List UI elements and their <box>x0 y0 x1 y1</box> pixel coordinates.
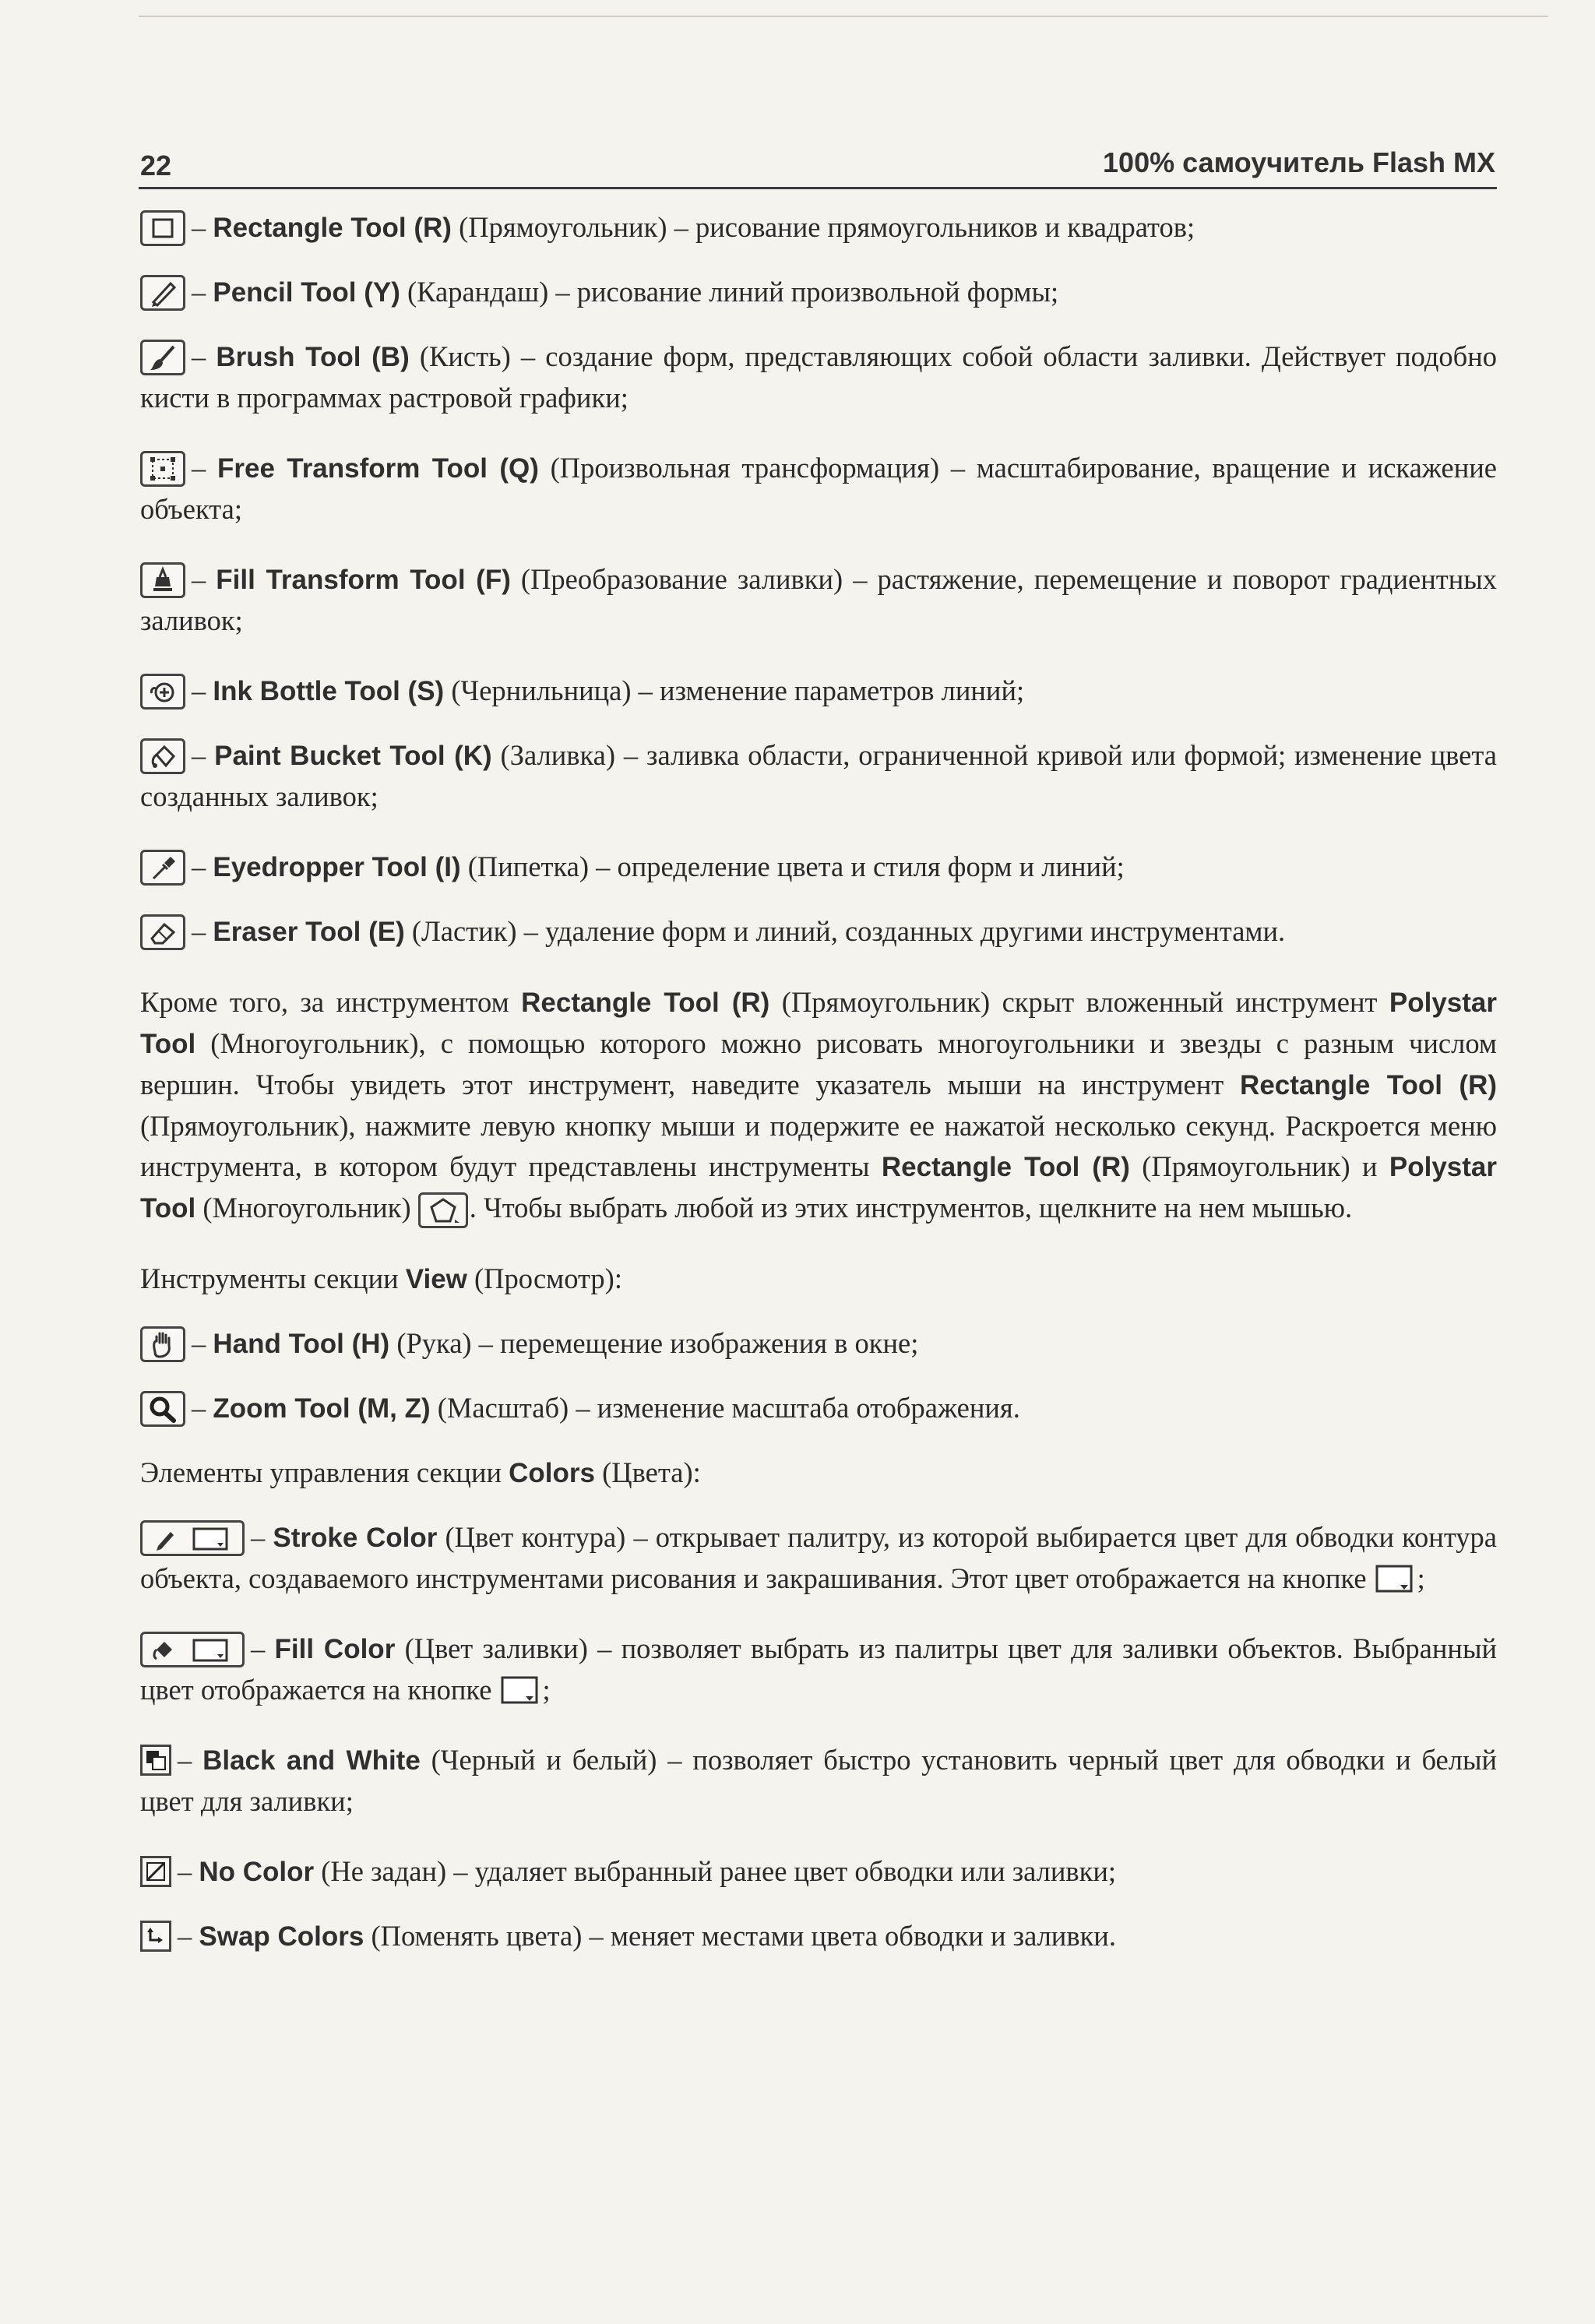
text-run: Элементы управления секции <box>140 1456 509 1488</box>
dash: – <box>192 340 217 372</box>
fill-transform-tool-icon <box>140 562 185 598</box>
list-item <box>140 1388 1497 1429</box>
tool-description: (Карандаш) – рисование линий произвольной формы; <box>400 276 1059 308</box>
dash: – <box>192 915 213 947</box>
paint-bucket-tool-icon <box>140 738 185 774</box>
fill-color-control-icon <box>140 1632 245 1667</box>
tool-name: Pencil Tool (Y) <box>213 277 400 308</box>
swap-colors-icon <box>140 1921 171 1952</box>
list-item <box>140 847 1497 888</box>
tool-name: Rectangle Tool (R) <box>521 988 770 1018</box>
stroke-color-control-icon <box>140 1520 245 1556</box>
stroke-swatch-icon <box>1374 1563 1417 1596</box>
tool-name: Brush Tool (B) <box>216 342 410 372</box>
list-item <box>140 1851 1497 1893</box>
section-name: Colors <box>509 1458 596 1488</box>
tool-description: (Поменять цвета) – меняет местами цвета обводки и заливки. <box>364 1920 1116 1952</box>
dash: – <box>192 452 217 484</box>
tool-description: (Кисть) – создание форм, представляющих собой области заливки. Действует подобно кисти в программах растровой графики; <box>140 340 1498 414</box>
text-run: (Прямоугольник), нажмите левую кнопку мыши и подержите ее нажатой несколько секунд. Раскроется меню инструмента, в котором будут представлены инструменты <box>140 1110 1497 1182</box>
running-header <box>139 143 1497 189</box>
tool-name: Stroke Color <box>273 1523 438 1553</box>
eyedropper-tool-icon <box>140 850 185 886</box>
dash: – <box>192 674 213 706</box>
tool-name: Paint Bucket Tool (K) <box>214 741 492 771</box>
list-item <box>140 559 1497 641</box>
tool-description: (Произвольная трансформация) – масштабирование, вращение и искажение объекта; <box>140 452 1498 525</box>
text-run: (Многоугольник) <box>195 1192 418 1224</box>
free-transform-tool-icon <box>140 451 185 487</box>
tool-description: (Преобразование заливки) – растяжение, перемещение и поворот градиентных заливок; <box>140 563 1498 636</box>
text-run: . Чтобы выбрать любой из этих инструментов, щелкните на нем мышью. <box>469 1192 1353 1224</box>
tool-description: (Цвет заливки) – позволяет выбрать из палитры цвет для заливки объектов. Выбранный цвет отображается на кнопке <box>140 1632 1497 1706</box>
top-rule <box>139 16 1548 17</box>
no-color-icon <box>140 1856 171 1887</box>
dash: – <box>178 1744 203 1776</box>
tool-description: (Масштаб) – изменение масштаба отображения. <box>430 1392 1020 1424</box>
tool-description: (Цвет контура) – открывает палитру, из которой выбирается цвет для обводки контура объекта, создаваемого инструментами рисования и закрашивания. Этот цвет отображается на кнопке <box>140 1521 1497 1594</box>
list-item <box>140 735 1497 817</box>
polystar-tool-icon <box>418 1192 468 1228</box>
dash: – <box>251 1521 273 1553</box>
tool-name: Polystar Tool <box>140 1152 1497 1224</box>
text-run: Кроме того, за инструментом <box>140 986 522 1018</box>
dash: – <box>192 739 215 771</box>
list-item <box>140 1629 1497 1710</box>
text-run: ; <box>1417 1562 1425 1594</box>
pencil-tool-icon <box>140 275 185 311</box>
colors-section-intro <box>140 1452 1497 1494</box>
dash: – <box>178 1920 199 1952</box>
tool-name: Swap Colors <box>199 1921 364 1952</box>
tool-name: Hand Tool (H) <box>213 1329 390 1359</box>
fill-swatch-icon <box>499 1674 543 1707</box>
list-item <box>140 1323 1497 1364</box>
text-run: (Цвета): <box>595 1456 701 1488</box>
tool-description: (Прямоугольник) – рисование прямоугольников и квадратов; <box>451 211 1195 243</box>
hand-tool-icon <box>140 1326 185 1362</box>
tool-description: (Пипетка) – определение цвета и стиля форм и линий; <box>460 850 1125 882</box>
text-run: (Прямоугольник) скрыт вложенный инструмент <box>769 986 1389 1018</box>
dash: – <box>178 1855 199 1887</box>
page-number: 22 <box>140 150 172 181</box>
view-section-intro <box>140 1259 1497 1300</box>
book-title: 100% самоучитель Flash MX <box>1103 146 1495 178</box>
text-run: (Просмотр): <box>467 1262 622 1294</box>
section-name: View <box>405 1264 467 1294</box>
list-item <box>140 207 1497 248</box>
list-item <box>140 336 1497 418</box>
tool-name: No Color <box>199 1857 315 1887</box>
text-run: ; <box>542 1674 551 1706</box>
list-item <box>140 1517 1497 1599</box>
tool-name: Fill Transform Tool (F) <box>216 565 511 595</box>
dash: – <box>192 850 213 882</box>
tool-name: Ink Bottle Tool (S) <box>213 676 445 706</box>
rectangle-tool-icon <box>140 210 185 246</box>
tool-description: (Ластик) – удаление форм и линий, созданных другими инструментами. <box>404 915 1286 947</box>
tool-description: (Заливка) – заливка области, ограниченной кривой или формой; изменение цвета созданных заливок; <box>140 739 1497 812</box>
tool-name: Rectangle Tool (R) <box>881 1152 1130 1182</box>
dash: – <box>192 563 217 595</box>
list-item <box>140 448 1497 530</box>
tool-name: Rectangle Tool (R) <box>1240 1070 1497 1100</box>
black-and-white-icon <box>140 1745 171 1776</box>
tool-description: (Черный и белый) – позволяет быстро установить черный цвет для обводки и белый цвет для заливки; <box>140 1744 1498 1817</box>
list-item <box>140 671 1497 712</box>
tool-name: Rectangle Tool (R) <box>213 213 452 243</box>
list-item <box>140 911 1497 952</box>
tool-name: Fill Color <box>274 1634 396 1664</box>
tool-name: Polystar Tool <box>140 988 1497 1059</box>
ink-bottle-tool-icon <box>140 674 185 710</box>
list-item <box>140 1740 1497 1822</box>
dash: – <box>251 1632 275 1664</box>
zoom-tool-icon <box>140 1391 185 1427</box>
dash: – <box>192 211 213 243</box>
text-run: Инструменты секции <box>140 1262 406 1294</box>
dash: – <box>192 1327 213 1359</box>
tool-name: Black and White <box>202 1745 421 1776</box>
tool-name: Zoom Tool (M, Z) <box>213 1393 431 1424</box>
eraser-tool-icon <box>140 914 185 950</box>
tool-name: Eyedropper Tool (I) <box>213 852 461 882</box>
brush-tool-icon <box>140 340 185 375</box>
tool-description: (Чернильница) – изменение параметров линий; <box>444 674 1025 706</box>
page-content <box>140 207 1497 1981</box>
tool-description: (Рука) – перемещение изображения в окне; <box>389 1327 919 1359</box>
list-item <box>140 1916 1497 1957</box>
list-item <box>140 272 1497 313</box>
tool-name: Eraser Tool (E) <box>213 917 405 947</box>
tool-name: Free Transform Tool (Q) <box>217 453 539 484</box>
text-run: (Многоугольник), с помощью которого можно рисовать многоугольники и звезды с разным числом вершин. Чтобы увидеть этот инструмент, наведите указатель мыши на инструмент <box>140 1027 1497 1100</box>
dash: – <box>192 1392 213 1424</box>
text-run: (Прямоугольник) и <box>1129 1150 1389 1182</box>
polystar-paragraph <box>140 982 1497 1229</box>
tool-description: (Не задан) – удаляет выбранный ранее цвет обводки или заливки; <box>314 1855 1117 1887</box>
dash: – <box>192 276 213 308</box>
